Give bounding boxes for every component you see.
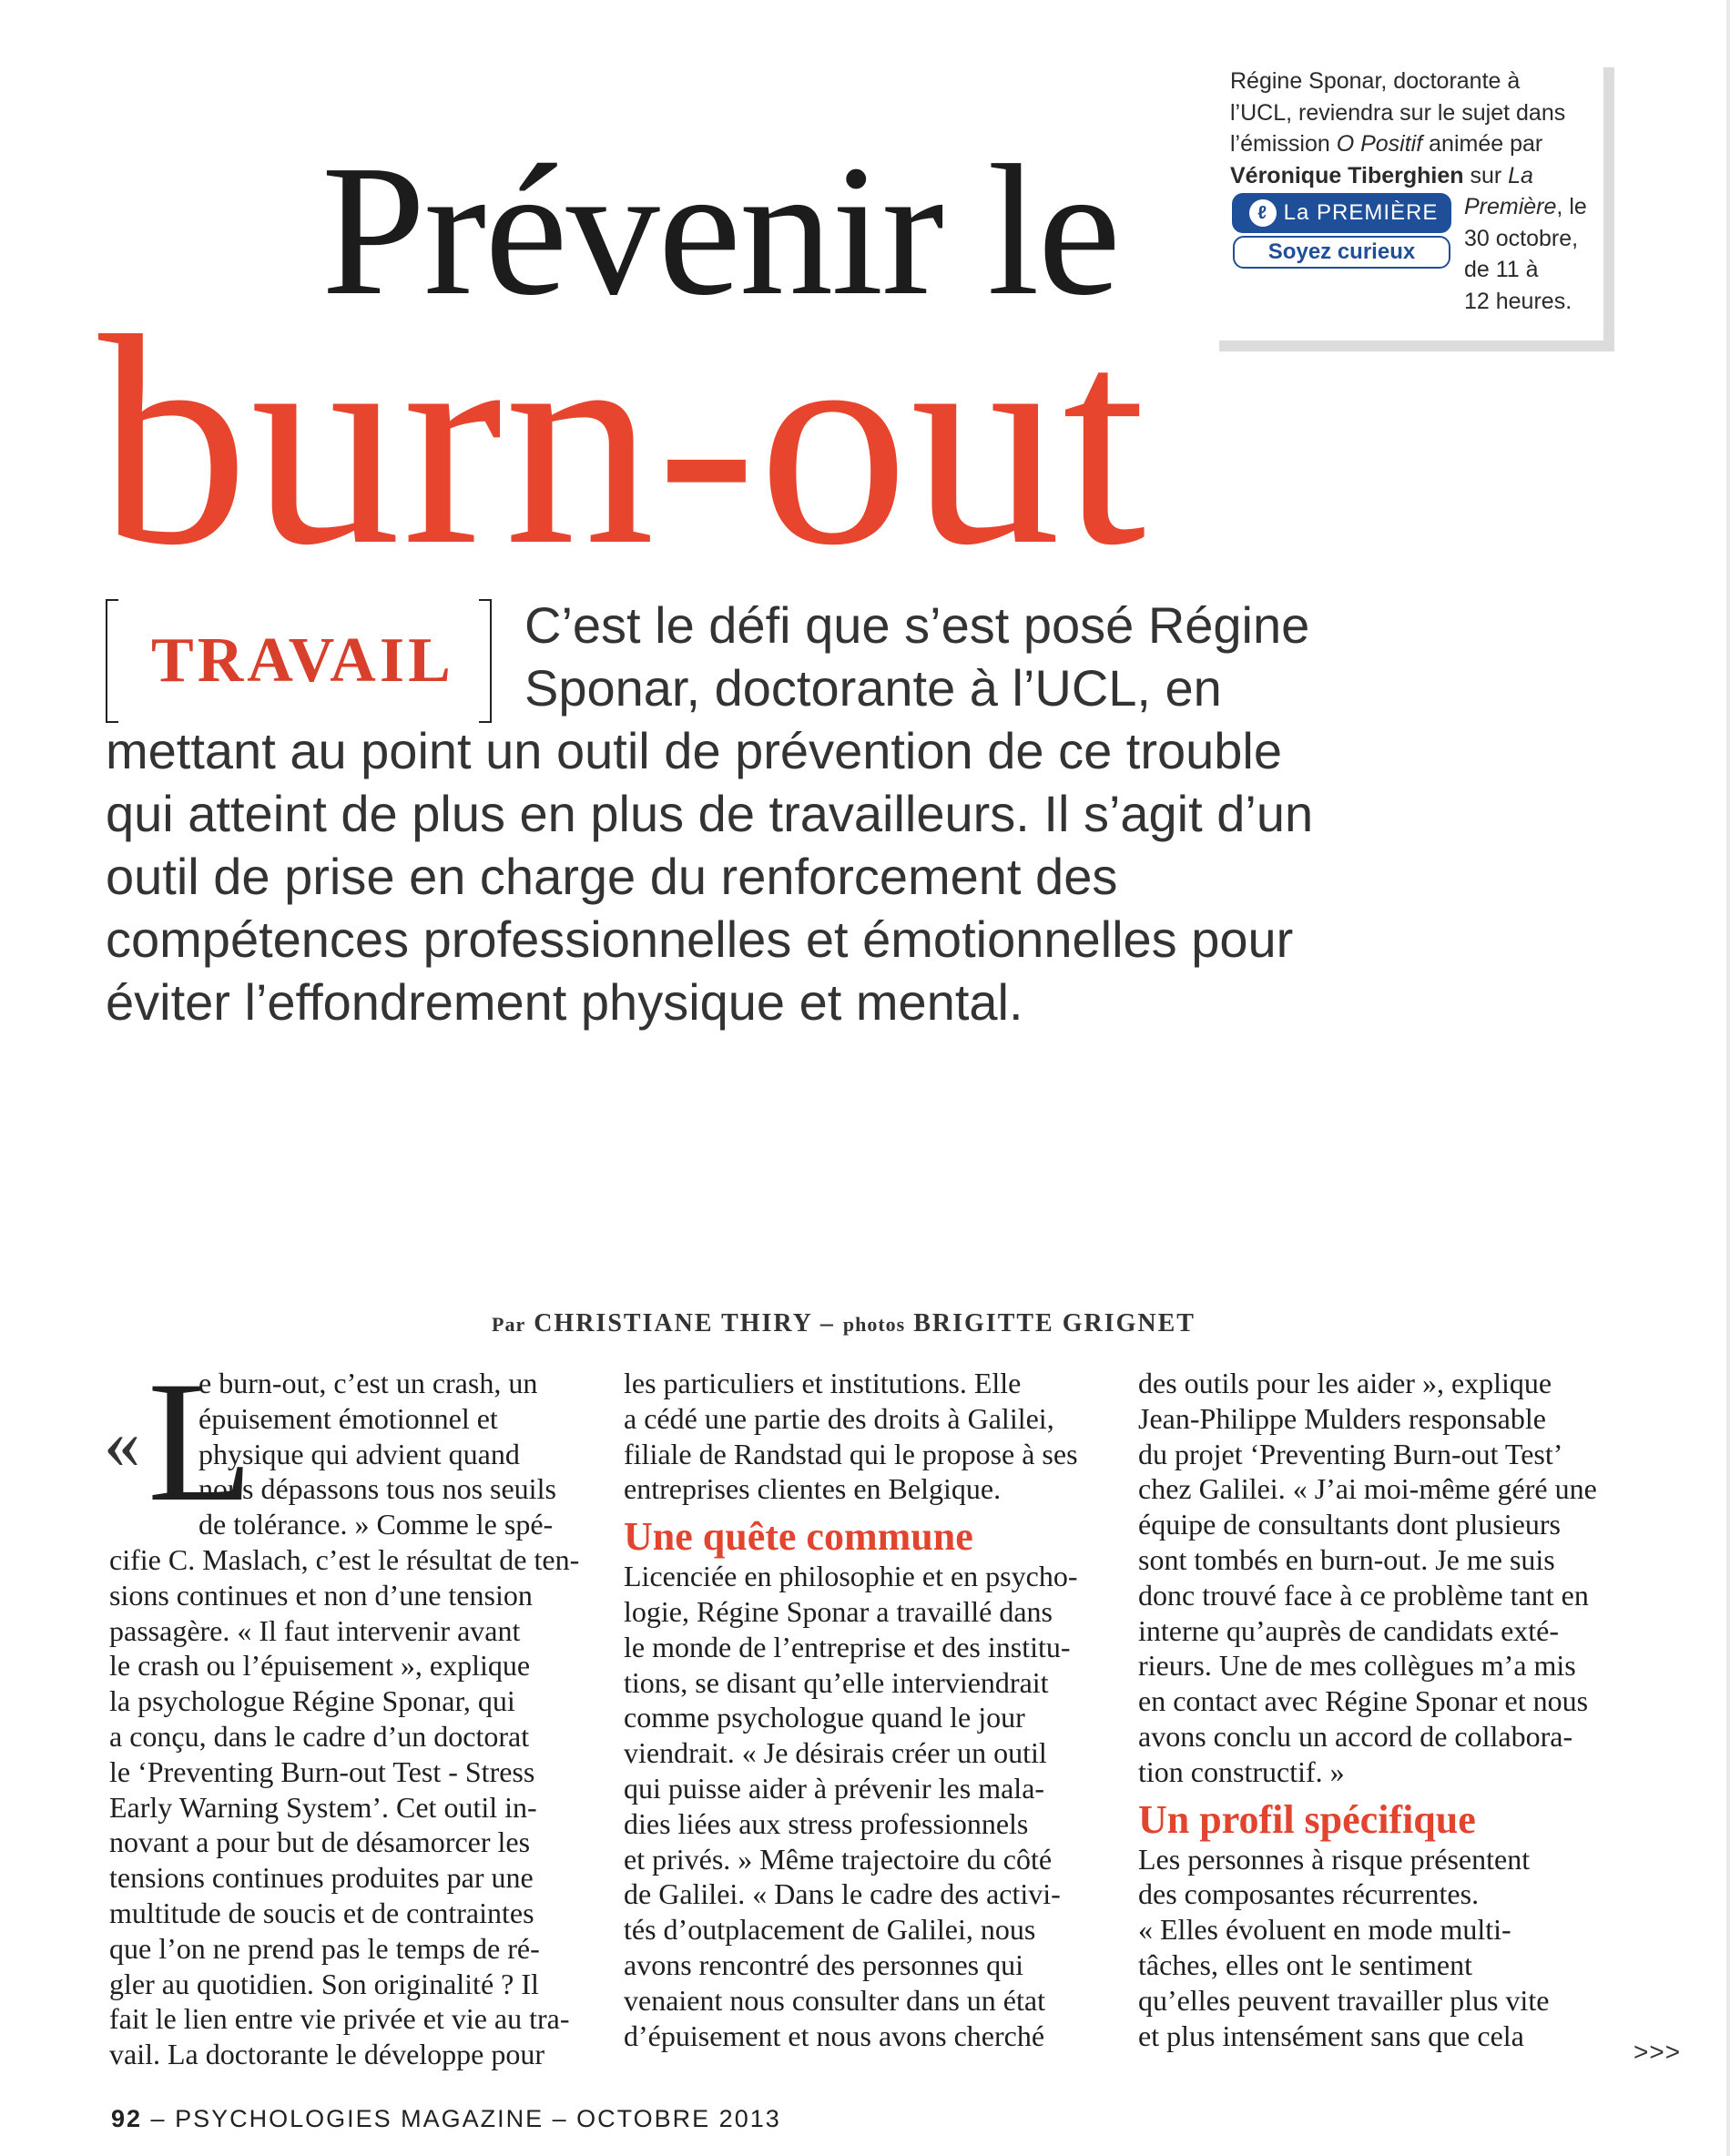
body-line: nous dépassons tous nos seuils xyxy=(198,1472,556,1506)
body-line: des composantes récurrentes. xyxy=(1138,1877,1480,1911)
body-line: e burn-out, c’est un crash, un xyxy=(198,1367,538,1399)
swirl-icon: ℓ xyxy=(1249,199,1277,227)
body-line: viendrait. « Je désirais créer un outil xyxy=(624,1736,1047,1770)
sidebar-line: 12 heures. xyxy=(1464,288,1572,314)
body-line: Les personnes à risque présentent xyxy=(1138,1842,1531,1876)
body-line: avons rencontré des personnes qui xyxy=(624,1948,1023,1981)
article-column-3 xyxy=(1138,1366,1619,2053)
body-line: et plus intensément sans que cela xyxy=(1138,2019,1524,2052)
standfirst-line: C’est le défi que s’est posé Régine xyxy=(524,596,1310,654)
show-name: O Positif xyxy=(1336,131,1423,157)
sidebar-date-block xyxy=(1464,191,1587,317)
byline-sep: – xyxy=(811,1309,843,1337)
body-line: le crash ou l’épuisement », explique xyxy=(109,1649,531,1683)
body-line: rieurs. Une de mes collègues m’a mis xyxy=(1138,1649,1576,1683)
body-line: du projet ‘Preventing Burn-out Test’ xyxy=(1138,1437,1563,1470)
logo-banner xyxy=(1232,193,1451,233)
article-column-2 xyxy=(624,1366,1104,2053)
body-line: équipe de consultants dont plusieurs xyxy=(1138,1508,1561,1541)
body-line: entreprises clientes en Belgique. xyxy=(624,1472,1002,1506)
byline-author: CHRISTIANE THIRY xyxy=(534,1309,812,1337)
article-column-1 xyxy=(104,1347,590,2072)
logo-text: La PREMIÈRE xyxy=(1283,199,1439,225)
body-line: passagère. « Il faut intervenir avant xyxy=(109,1613,521,1647)
dropcap-letter: L xyxy=(148,1347,254,1538)
standfirst-line: qui atteint de plus en plus de travailleurs. Il s’agit d’un xyxy=(106,785,1314,842)
standfirst-line: compétences professionnelles et émotionnelles pour xyxy=(106,910,1294,968)
body-line: sions continues et non d’une tension xyxy=(109,1578,533,1612)
body-line: avons conclu un accord de collabora- xyxy=(1138,1719,1573,1753)
sidebar-text: , le xyxy=(1556,194,1587,219)
body-line: tâches, elles ont le sentiment xyxy=(1138,1948,1472,1981)
body-line: de Galilei. « Dans le cadre des activi- xyxy=(624,1877,1061,1911)
sidebar-line xyxy=(1464,191,1587,223)
byline-photos: photos xyxy=(842,1313,906,1336)
body-line: venaient nous consulter dans un état xyxy=(624,1983,1045,2017)
page-footer xyxy=(111,2105,781,2132)
station-name: La xyxy=(1508,162,1533,188)
body-line: interne qu’auprès de candidats exté- xyxy=(1138,1613,1560,1647)
body-line: Early Warning System’. Cet outil in- xyxy=(109,1790,537,1824)
headline-line-2: burn-out xyxy=(98,275,1148,607)
logo-tagline: Soyez curieux xyxy=(1233,236,1450,269)
sidebar-line: Régine Sponar, doctorante à xyxy=(1230,68,1521,94)
body-line: cifie C. Maslach, c’est le résultat de ten- xyxy=(109,1542,580,1576)
body-line: physique qui advient quand xyxy=(198,1437,520,1470)
sidebar-line: de 11 à xyxy=(1464,257,1539,282)
section-heading: Un profil spécifique xyxy=(1138,1796,1476,1842)
body-line: en contact avec Régine Sponar et nous xyxy=(1138,1684,1589,1718)
sidebar-line: l’UCL, reviendra sur le sujet dans xyxy=(1230,99,1566,126)
standfirst-line: outil de prise en charge du renforcement des xyxy=(106,848,1118,905)
body-line: comme psychologue quand le jour xyxy=(624,1701,1025,1734)
sidebar-text: l’émission xyxy=(1230,131,1337,157)
body-line: épuisement émotionnel et xyxy=(198,1401,498,1435)
sidebar-line xyxy=(1230,160,1583,192)
body-line: tion constructif. » xyxy=(1138,1754,1345,1788)
body-line: gler au quotidien. Son originalité ? Il xyxy=(109,1967,539,2000)
sidebar-text: animée par xyxy=(1422,131,1543,157)
body-line: filiale de Randstad qui le propose à ses xyxy=(624,1437,1078,1470)
body-line: logie, Régine Sponar a travaillé dans xyxy=(624,1594,1053,1628)
sidebar-line xyxy=(1230,128,1583,160)
body-line: qu’elles peuvent travailler plus vite xyxy=(1138,1983,1550,2017)
sidebar-line: 30 octobre, xyxy=(1464,225,1579,251)
body-line: des outils pour les aider », explique xyxy=(1138,1367,1552,1399)
body-line: les particuliers et institutions. Elle xyxy=(624,1367,1022,1399)
body-line: dies liées aux stress professionnels xyxy=(624,1806,1029,1840)
body-line: le monde de l’entreprise et des institu- xyxy=(624,1630,1071,1663)
page-edge xyxy=(1726,0,1730,2156)
body-line: de tolérance. » Comme le spé- xyxy=(198,1508,554,1541)
open-quote: « xyxy=(104,1404,140,1484)
body-line: fait le lien entre vie privée et vie au tra- xyxy=(109,2002,570,2036)
headline-line-1: Prévenir le xyxy=(321,126,1120,334)
rubric-label: TRAVAIL xyxy=(151,625,454,696)
body-line: novant a pour but de désamorcer les xyxy=(109,1825,531,1859)
body-line: et privés. » Même trajectoire du côté xyxy=(624,1842,1053,1876)
body-line: chez Galilei. « J’ai moi-même géré une xyxy=(1138,1472,1597,1506)
standfirst-line: mettant au point un outil de prévention de ce trouble xyxy=(106,722,1282,779)
body-line: tés d’outplacement de Galilei, nous xyxy=(624,1913,1036,1947)
host-name: Véronique Tiberghien xyxy=(1230,162,1464,188)
standfirst-line: éviter l’effondrement physique et mental. xyxy=(106,973,1023,1031)
footer-publication: – PSYCHOLOGIES MAGAZINE – OCTOBRE 2013 xyxy=(142,2105,781,2132)
body-line: la psychologue Régine Sponar, qui xyxy=(109,1684,515,1718)
body-line: tions, se disant qu’elle interviendrait xyxy=(624,1665,1049,1699)
body-line: tensions continues produites par une xyxy=(109,1861,534,1895)
sidebar-text: sur xyxy=(1463,162,1509,188)
byline-photographer: BRIGITTE GRIGNET xyxy=(913,1309,1196,1337)
continue-arrows: >>> xyxy=(1633,2038,1682,2066)
body-line: Jean-Philippe Mulders responsable xyxy=(1138,1401,1546,1435)
section-heading: Une quête commune xyxy=(624,1514,973,1560)
radio-info-box xyxy=(1208,56,1603,341)
body-line: sont tombés en burn-out. Je me suis xyxy=(1138,1542,1555,1576)
body-line: a cédé une partie des droits à Galilei, xyxy=(624,1401,1054,1435)
standfirst-line: Sponar, doctorante à l’UCL, en xyxy=(524,659,1222,717)
sidebar-bottom xyxy=(1230,191,1587,317)
body-line: le ‘Preventing Burn-out Test - Stress xyxy=(109,1754,535,1788)
body-line: qui puisse aider à prévenir les mala- xyxy=(624,1771,1045,1805)
page-number: 92 xyxy=(111,2105,143,2132)
byline xyxy=(492,1308,1196,1340)
byline-par: Par xyxy=(492,1313,526,1336)
body-line: donc trouvé face à ce problème tant en xyxy=(1138,1578,1589,1612)
body-line: que l’on ne prend pas le temps de ré- xyxy=(109,1931,540,1965)
body-line: a conçu, dans le cadre d’un doctorat xyxy=(109,1719,530,1753)
body-line: d’épuisement et nous avons cherché xyxy=(624,2019,1045,2052)
la-premiere-logo xyxy=(1230,193,1453,271)
station-name: Première xyxy=(1464,194,1557,219)
body-line: multitude de soucis et de contraintes xyxy=(109,1896,534,1929)
body-line: vail. La doctorante le développe pour xyxy=(109,2038,545,2071)
body-line: « Elles évoluent en mode multi- xyxy=(1138,1913,1511,1947)
standfirst xyxy=(106,594,1399,1033)
body-line: Licenciée en philosophie et en psycho- xyxy=(624,1560,1078,1593)
